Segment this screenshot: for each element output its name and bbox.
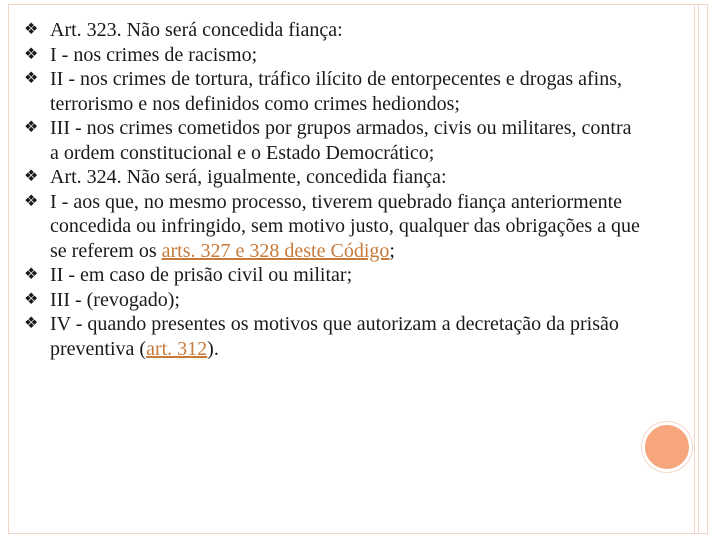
item-text: II - em caso de prisão civil ou militar; xyxy=(50,264,353,286)
diamond-bullet-icon: ❖ xyxy=(24,192,39,210)
diamond-bullet-icon: ❖ xyxy=(24,315,39,332)
item-text: II - nos crimes de tortura, tráfico ilícito de entorpecentes e drogas afins, terrorismo e nos definidos como crimes hediondos; xyxy=(50,68,623,115)
list-item xyxy=(24,67,644,116)
item-text: ). xyxy=(207,337,219,360)
diamond-bullet-icon: ❖ xyxy=(24,119,39,136)
decorative-circle xyxy=(642,422,692,472)
item-text: I - nos crimes de racismo; xyxy=(50,43,258,66)
decorative-line xyxy=(694,4,695,534)
decorative-line xyxy=(698,4,699,534)
list-item xyxy=(24,190,644,264)
diamond-bullet-icon: ❖ xyxy=(24,266,39,283)
diamond-bullet-icon: ❖ xyxy=(24,168,39,185)
diamond-bullet-icon: ❖ xyxy=(24,21,39,38)
list-item xyxy=(24,165,644,190)
diamond-bullet-icon: ❖ xyxy=(24,45,39,63)
list-item xyxy=(24,18,644,43)
list-item xyxy=(24,116,644,165)
item-text: IV - quando presentes os motivos que autorizam a decretação da prisão preventiva ( xyxy=(50,313,619,360)
diamond-bullet-icon: ❖ xyxy=(24,290,39,308)
list-item xyxy=(24,288,644,313)
item-text: I - aos que, no mesmo processo, tiverem quebrado fiança anteriormente concedida ou infringido, sem motivo justo, qualquer das obrigações a que se referem os xyxy=(50,190,640,262)
item-text: ; xyxy=(389,239,395,262)
item-text: Art. 324. Não será, igualmente, concedida fiança: xyxy=(50,166,447,188)
list-item xyxy=(24,312,644,361)
list-item xyxy=(24,43,644,68)
bullet-list xyxy=(24,18,644,361)
law-reference-link[interactable]: art. 312 xyxy=(146,337,208,360)
list-item xyxy=(24,263,644,288)
law-reference-link[interactable]: arts. 327 e 328 deste Código xyxy=(161,239,390,262)
item-text: Art. 323. Não será concedida fiança: xyxy=(50,19,343,41)
item-text: III - nos crimes cometidos por grupos armados, civis ou militares, contra a ordem constitucional e o Estado Democrático; xyxy=(50,117,632,164)
item-text: III - (revogado); xyxy=(50,288,180,311)
diamond-bullet-icon: ❖ xyxy=(24,70,39,87)
